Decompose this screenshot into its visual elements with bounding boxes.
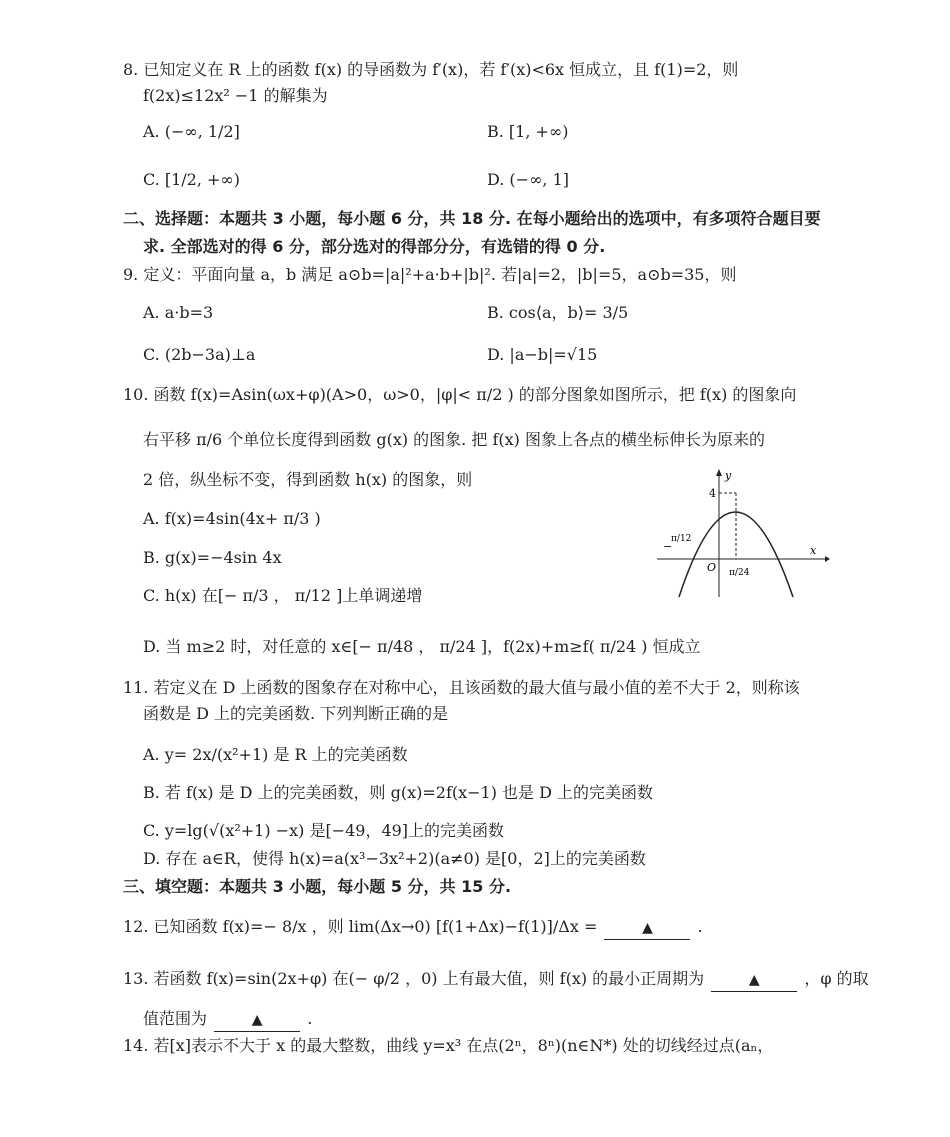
max-value-label: 4 — [709, 487, 716, 500]
q9-option-a: A. a·b=3 — [143, 303, 214, 322]
q8-option-d: D. (−∞, 1] — [487, 170, 569, 189]
q12-answer-blank[interactable] — [604, 916, 690, 940]
q13-line2-text: 值范围为 — [143, 1009, 208, 1028]
q10-stem-line1: 10. 函数 f(x)=Asin(ωx+φ)(A>0，ω>0，|φ|< π/2 ) 的部分图象如图所示，把 f(x) 的图象向 — [123, 385, 797, 404]
q13-middle: ，φ 的取 — [804, 969, 869, 988]
left-zero-sign: − — [663, 540, 673, 553]
q9-option-c: C. (2b−3a)⊥a — [143, 345, 256, 364]
q11-option-a: A. y= 2x/(x²+1) 是 R 上的完美函数 — [143, 745, 408, 764]
q12-text: 12. 已知函数 f(x)=− 8/x ，则 lim(Δx→0) [f(1+Δx)−f(1)]/Δx = — [123, 917, 598, 936]
q13-range-blank[interactable] — [214, 1008, 300, 1032]
q8-option-b: B. [1, +∞) — [487, 122, 569, 141]
x-axis-label: x — [810, 544, 817, 557]
section3-heading: 三、填空题：本题共 3 小题，每小题 5 分，共 15 分. — [123, 877, 512, 896]
q10-sine-graph — [655, 467, 830, 602]
section2-heading-line1: 二、选择题：本题共 3 小题，每小题 6 分，共 18 分. 在每小题给出的选项中，有多项符合题目要 — [123, 209, 821, 228]
y-axis-arrow-icon — [716, 469, 722, 476]
q10-stem-line3: 2 倍，纵坐标不变，得到函数 h(x) 的图象，则 — [143, 470, 473, 489]
q13-line2-suffix: . — [307, 1009, 313, 1028]
q10-option-b: B. g(x)=−4sin 4x — [143, 548, 282, 567]
q8-stem-line1: 8. 已知定义在 R 上的函数 f(x) 的导函数为 f′(x)，若 f′(x)<6x 恒成立，且 f(1)=2，则 — [123, 60, 739, 79]
q13-stem-line2 — [143, 1008, 312, 1032]
q10-option-d: D. 当 m≥2 时，对任意的 x∈[− π/48 ， π/24 ]，f(2x)+m≥f( π/24 ) 恒成立 — [143, 637, 701, 656]
q11-option-d: D. 存在 a∈R，使得 h(x)=a(x³−3x²+2)(a≠0) 是[0，2]上的完美函数 — [143, 849, 646, 868]
section2-heading-line2: 求. 全部选对的得 6 分，部分选对的得部分分，有选错的得 0 分. — [143, 237, 606, 256]
q11-stem-line2: 函数是 D 上的完美函数. 下列判断正确的是 — [143, 704, 449, 723]
q10-option-c: C. h(x) 在[− π/3 ， π/12 ]上单调递增 — [143, 586, 423, 605]
y-axis-label: y — [725, 469, 732, 482]
q9-stem: 9. 定义：平面向量 a，b 满足 a⊙b=|a|²+a·b+|b|². 若|a|=2，|b|=5，a⊙b=35，则 — [123, 265, 737, 284]
q9-option-b: B. cos⟨a，b⟩= 3/5 — [487, 303, 629, 322]
q10-stem-line2: 右平移 π/6 个单位长度得到函数 g(x) 的图象. 把 f(x) 图象上各点的横坐标伸长为原来的 — [143, 430, 765, 449]
q12-suffix: . — [697, 917, 703, 936]
q10-option-a: A. f(x)=4sin(4x+ π/3 ) — [143, 509, 321, 528]
q11-stem-line1: 11. 若定义在 D 上函数的图象存在对称中心，且该函数的最大值与最小值的差不大于 2，则称该 — [123, 678, 800, 697]
q8-stem-line2: f(2x)≤12x² −1 的解集为 — [143, 86, 328, 105]
q12-stem — [123, 916, 703, 940]
q9-option-d: D. |a−b|=√15 — [487, 345, 598, 364]
x-axis-arrow-icon — [825, 556, 830, 562]
q13-stem-line1 — [123, 968, 869, 992]
q8-option-c: C. [1/2, +∞) — [143, 170, 240, 189]
q14-stem: 14. 若[x]表示不大于 x 的最大整数，曲线 y=x³ 在点(2ⁿ，8ⁿ)(n∈N*) 处的切线经过点(aₙ， — [123, 1036, 774, 1055]
peak-x-label: π/24 — [729, 568, 750, 578]
q11-option-b: B. 若 f(x) 是 D 上的完美函数，则 g(x)=2f(x−1) 也是 D 上的完美函数 — [143, 783, 654, 802]
q13-period-blank[interactable] — [711, 968, 797, 992]
q8-option-a: A. (−∞, 1/2] — [143, 122, 240, 141]
q11-option-c: C. y=lg(√(x²+1) −x) 是[−49，49]上的完美函数 — [143, 821, 505, 840]
left-zero-label: π/12 — [671, 534, 692, 544]
origin-label: O — [707, 561, 717, 574]
q13-text: 13. 若函数 f(x)=sin(2x+φ) 在(− φ/2 ，0) 上有最大值，则 f(x) 的最小正周期为 — [123, 969, 705, 988]
